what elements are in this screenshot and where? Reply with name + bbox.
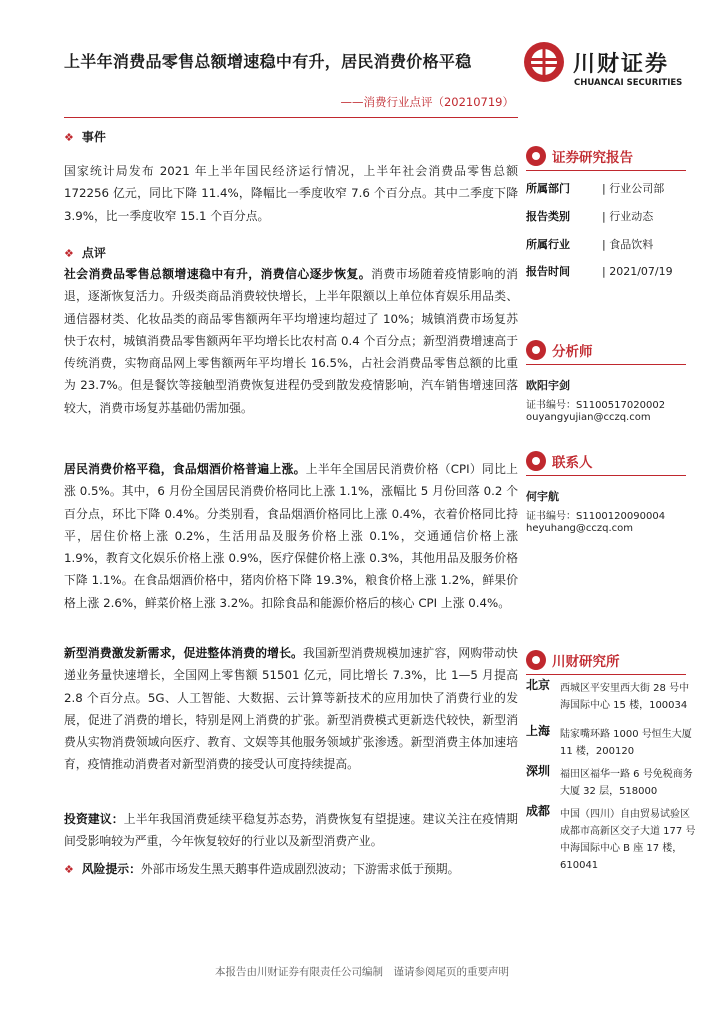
para4-text: 上半年我国消费延续平稳复苏态势，消费恢复有望提速。建议关注在疫情期间受影响较为严重，今年恢复较好的行业以及新型消费产业。 xyxy=(64,812,518,849)
comment-paragraph-3 xyxy=(64,642,518,776)
para1-text: 消费市场随着疫情影响的消退，逐渐恢复活力。升级类商品消费较快增长，上半年限额以上单位体育娱乐用品类、通信器材类、化妆品类的商品零售额两年平均增速均超过了 10%；城镇消费市场复苏快于农村，城镇消费品零售额两年平均增长比农村高 0.4 个百分点；新型消费增速高于传统消费，实物商品网上零售额两年平均增长 16.5%，占社会消费品零售总额的比重为 23.7%。但是餐饮等接触型消费恢复进程仍受到散发疫情影响，汽车销售增速回落较大，消费市场复苏基础仍需加强。 xyxy=(64,267,518,415)
office-city: 成都 xyxy=(526,804,551,818)
info-value: | 行业动态 xyxy=(602,210,654,223)
report-circle-icon xyxy=(526,146,546,166)
info-value: | 2021/07/19 xyxy=(602,265,673,278)
info-row-department xyxy=(526,180,664,196)
institute-circle-icon xyxy=(526,650,546,670)
para2-lead: 居民消费价格平稳，食品烟酒价格普遍上涨。 xyxy=(64,462,306,476)
comment-heading-label: 点评 xyxy=(81,246,106,260)
analyst-heading-label: 分析师 xyxy=(552,344,593,360)
contact-email[interactable]: heyuhang@cczq.com xyxy=(526,523,634,534)
analyst-circle-icon xyxy=(526,340,546,360)
analyst-name: 欧阳宇剑 xyxy=(526,379,570,392)
page-title: 上半年消费品零售总额增速稳中有升，居民消费价格平稳 xyxy=(64,52,472,71)
header-divider xyxy=(64,117,518,118)
sidebar-divider xyxy=(526,475,686,476)
event-heading xyxy=(64,128,106,145)
analyst-cert: 证书编号：S1100517020002 xyxy=(526,400,666,411)
office-city: 深圳 xyxy=(526,764,551,778)
chuancai-logo-icon xyxy=(523,41,565,83)
info-value: | 食品饮料 xyxy=(602,238,654,251)
risk-lead: 风险提示： xyxy=(81,862,141,876)
event-text: 国家统计局发布 2021 年上半年国民经济运行情况，上半年社会消费品零售总额 172256 亿元，同比下降 11.4%，降幅比一季度收窄 7.6 个百分点。其中二季度下降 3.9%，比一季度收窄 15.1 个百分点。 xyxy=(64,164,518,223)
sidebar-divider xyxy=(526,364,686,365)
report-subtitle: ——消费行业点评（20210719） xyxy=(340,95,514,109)
logo-chinese-name: 川财证券 xyxy=(573,52,670,77)
logo-english-name: CHUANCAI SECURITIES xyxy=(574,78,683,88)
comment-paragraph-2 xyxy=(64,458,518,614)
info-row-category xyxy=(526,208,653,224)
office-city: 北京 xyxy=(526,678,551,692)
office-city: 上海 xyxy=(526,724,551,738)
event-paragraph xyxy=(64,160,518,227)
info-row-industry xyxy=(526,236,653,252)
office-address: 西城区平安里西大街 28 号中海国际中心 15 楼，100034 xyxy=(560,683,690,711)
securities-report-heading xyxy=(526,146,633,166)
contact-name: 何宇航 xyxy=(526,490,559,503)
contact-cert: 证书编号：S1100120090004 xyxy=(526,511,666,522)
risk-text: 外部市场发生黑天鹅事件造成剧烈波动；下游需求低于预期。 xyxy=(140,862,460,876)
footer-disclaimer: 本报告由川财证券有限责任公司编制 谨请参阅尾页的重要声明 xyxy=(215,966,509,978)
para4-lead: 投资建议： xyxy=(64,812,124,826)
office-address: 中国（四川）自由贸易试验区成都市高新区交子大道 177 号中海国际中心 B 座 17 楼，610041 xyxy=(560,809,696,871)
diamond-bullet-icon: ❖ xyxy=(64,863,74,876)
para1-lead: 社会消费品零售总额增速稳中有升，消费信心逐步恢复。 xyxy=(64,267,372,281)
para3-text: 我国新型消费规模加速扩容，网购带动快递业务量快速增长，全国网上零售额 51501 亿元，同比增长 7.3%，比 1—5 月提高 2.8 个百分点。5G、人工智能、大数据、云计算等新技术的应用加快了消费行业的发展，促进了消费的增长，特别是网上消费的扩张。新型消费模式更新迭代较快，新型消费从实物消费领域向医疗、教育、文娱等其他服务领域扩张渗透。新型消费主体加速培育，疫情推动消费者对新型消费的接受认可度持续提高。 xyxy=(64,646,518,772)
institute-heading-label: 川财研究所 xyxy=(552,654,620,670)
securities-report-heading-label: 证券研究报告 xyxy=(552,150,633,166)
info-key: 报告时间 xyxy=(526,265,570,278)
comment-paragraph-1 xyxy=(64,263,518,419)
para3-lead: 新型消费激发新需求，促进整体消费的增长。 xyxy=(64,646,304,660)
para2-text: 上半年全国居民消费价格（CPI）同比上涨 0.5%。其中，6 月份全国居民消费价格同比上涨 1.1%，涨幅比 5 月份回落 0.2 个百分点，环比下降 0.4%。分类别看，食品烟酒价格同比上涨 0.4%，衣着价格同比持平，居住价格上涨 0.2%，生活用品及服务价格上涨 0.1%，交通通信价格上涨 1.9%，教育文化娱乐价格上涨 0.9%，医疗保健价格上涨 0.3%，其他用品及服务价格下降 1.1%。在食品烟酒价格中，猪肉价格下降 19.3%，粮食价格上涨 1.2%，鲜果价格上涨 2.6%，鲜菜价格上涨 3.2%。扣除食品和能源价格后的核心 CPI 上涨 0.4%。 xyxy=(64,462,518,610)
contact-circle-icon xyxy=(526,451,546,471)
risk-paragraph xyxy=(64,858,518,881)
event-heading-label: 事件 xyxy=(81,130,106,144)
info-value: | 行业公司部 xyxy=(602,182,665,195)
info-key: 报告类别 xyxy=(526,210,570,223)
analyst-heading xyxy=(526,340,593,360)
institute-heading xyxy=(526,650,620,670)
sidebar-divider xyxy=(526,170,686,171)
sidebar-divider xyxy=(526,674,686,675)
contact-heading xyxy=(526,451,593,471)
info-key: 所属部门 xyxy=(526,182,570,195)
comment-paragraph-4 xyxy=(64,808,518,853)
diamond-bullet-icon: ❖ xyxy=(64,247,74,260)
comment-heading xyxy=(64,244,106,261)
analyst-email[interactable]: ouyangyujian@cczq.com xyxy=(526,412,651,423)
info-key: 所属行业 xyxy=(526,238,570,251)
contact-heading-label: 联系人 xyxy=(552,455,593,471)
office-address: 陆家嘴环路 1000 号恒生大厦 11 楼，200120 xyxy=(560,729,692,757)
diamond-bullet-icon: ❖ xyxy=(64,131,74,144)
office-address: 福田区福华一路 6 号免税商务大厦 32 层，518000 xyxy=(560,769,693,797)
info-row-date xyxy=(526,263,673,279)
